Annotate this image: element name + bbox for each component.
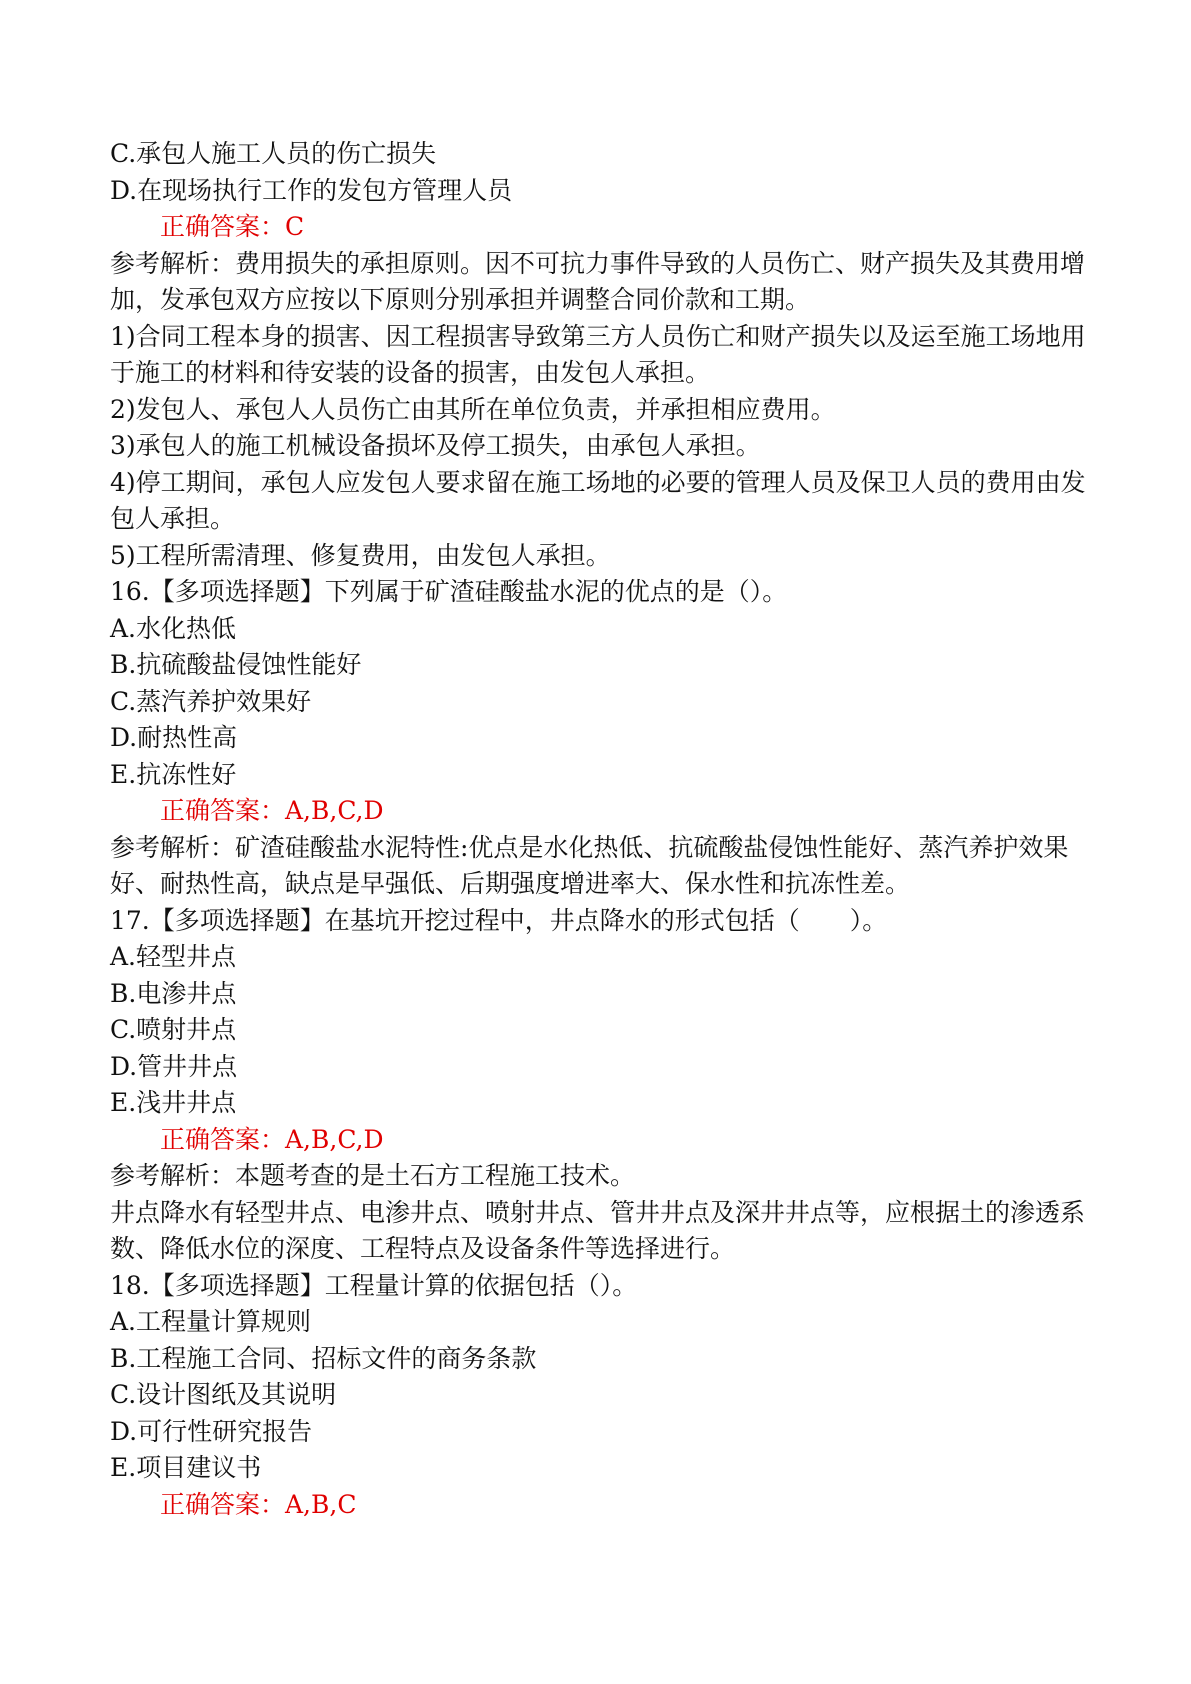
option-b-q17: B.电渗井点 — [110, 978, 237, 1008]
answer-q15: 正确答案：C — [160, 212, 305, 241]
option-e-q18: E.项目建议书 — [110, 1453, 262, 1482]
option-d-q17: D.管井井点 — [110, 1051, 238, 1081]
answer-q18: 正确答案：A,B,C — [160, 1489, 357, 1519]
option-d-q15: D.在现场执行工作的发包方管理人员 — [110, 175, 513, 205]
option-c-q18: C.设计图纸及其说明 — [110, 1380, 337, 1409]
option-b-q16: B.抗硫酸盐侵蚀性能好 — [110, 650, 362, 679]
explanation-q15-item-4: 4)停工期间，承包人应发包人要求留在施工场地的必要的管理人员及保卫人员的费用由发包人承担。 — [110, 467, 1086, 533]
option-a-q18: A.工程量计算规则 — [110, 1307, 312, 1336]
explanation-q15-item-3: 3)承包人的施工机械设备损坏及停工损失，由承包人承担。 — [110, 431, 761, 460]
option-c-q16: C.蒸汽养护效果好 — [110, 686, 312, 716]
option-a-q16: A.水化热低 — [110, 613, 237, 643]
explanation-q15-item-1: 1)合同工程本身的损害、因工程损害导致第三方人员伤亡和财产损失以及运至施工场地用于施工的材料和待安装的设备的损害，由发包人承担。 — [110, 321, 1086, 387]
option-e-q16: E.抗冻性好 — [110, 759, 237, 789]
option-c-q17: C.喷射井点 — [110, 1015, 237, 1044]
option-a-q17: A.轻型井点 — [110, 942, 237, 971]
document-page — [110, 136, 1090, 1523]
answer-q16: 正确答案：A,B,C,D — [160, 796, 384, 825]
answer-q17: 正确答案：A,B,C,D — [160, 1124, 384, 1154]
option-b-q18: B.工程施工合同、招标文件的商务条款 — [110, 1343, 537, 1373]
question-16: 16.【多项选择题】下列属于矿渣硅酸盐水泥的优点的是（）。 — [110, 577, 788, 606]
option-c-q15: C.承包人施工人员的伤亡损失 — [110, 139, 437, 168]
question-17: 17.【多项选择题】在基坑开挖过程中，井点降水的形式包括（ ）。 — [110, 905, 888, 935]
explanation-q17-detail: 井点降水有轻型井点、电渗井点、喷射井点、管井井点及深井井点等，应根据土的渗透系数、降低水位的深度、工程特点及设备条件等选择进行。 — [110, 1197, 1086, 1263]
explanation-q15-item-2: 2)发包人、承包人人员伤亡由其所在单位负责，并承担相应费用。 — [110, 394, 836, 424]
option-e-q17: E.浅井井点 — [110, 1088, 237, 1117]
explanation-q15: 参考解析：费用损失的承担原则。因不可抗力事件导致的人员伤亡、财产损失及其费用增加，发承包双方应按以下原则分别承担并调整合同价款和工期。 — [110, 248, 1086, 314]
explanation-q17: 参考解析：本题考查的是土石方工程施工技术。 — [110, 1161, 636, 1190]
option-d-q18: D.可行性研究报告 — [110, 1416, 313, 1446]
explanation-q16: 参考解析：矿渣硅酸盐水泥特性:优点是水化热低、抗硫酸盐侵蚀性能好、蒸汽养护效果好、耐热性高，缺点是早强低、后期强度增进率大、保水性和抗冻性差。 — [110, 832, 1069, 898]
explanation-q15-item-5: 5)工程所需清理、修复费用，由发包人承担。 — [110, 540, 611, 570]
question-18: 18.【多项选择题】工程量计算的依据包括（）。 — [110, 1270, 638, 1300]
option-d-q16: D.耐热性高 — [110, 723, 238, 752]
